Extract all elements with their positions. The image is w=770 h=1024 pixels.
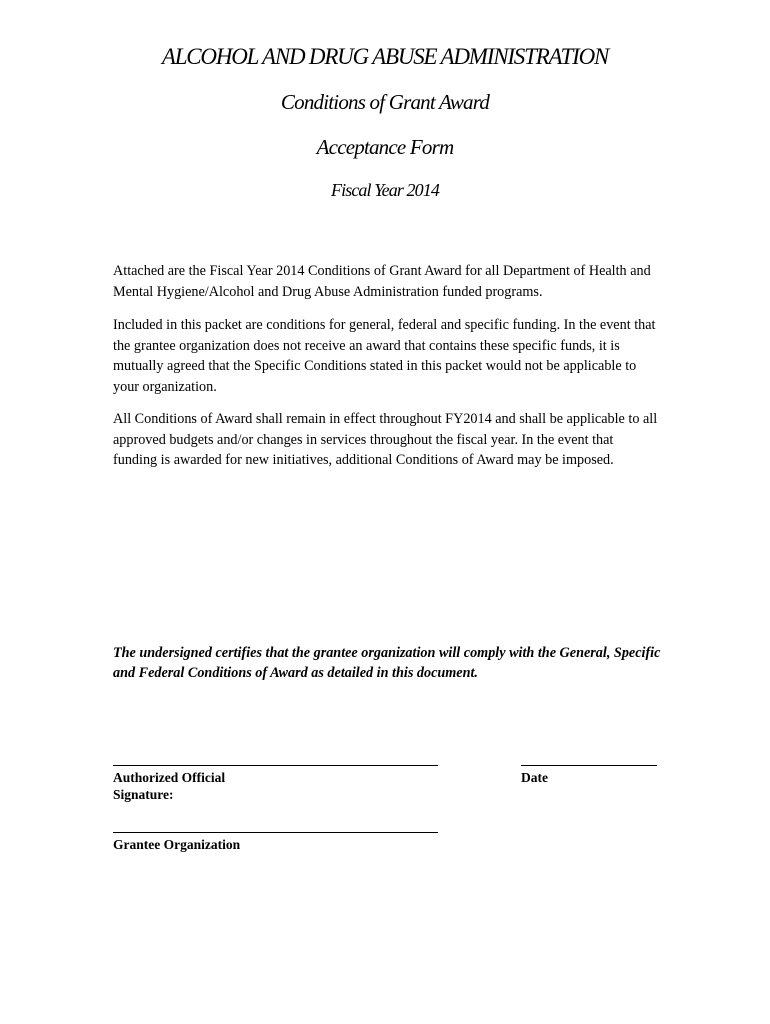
official-signature-line[interactable] — [113, 765, 438, 766]
organization-line[interactable] — [113, 832, 438, 833]
agency-title: ALCOHOL AND DRUG ABUSE ADMINISTRATION — [161, 44, 609, 69]
funding-conditions-paragraph: Included in this packet are conditions for general, federal and specific funding. In the event that the grantee organization does not receive an award that contains these specific funds, it is mutually agreed that the Specific Conditions stated in this packet would not be applicable to your organization. — [113, 317, 656, 395]
date-label: Date — [521, 770, 548, 785]
official-signature-label — [113, 769, 225, 803]
form-subtitle: Conditions of Grant Award — [280, 90, 490, 114]
form-name: Acceptance Form — [316, 135, 454, 159]
award-duration-paragraph: All Conditions of Award shall remain in effect throughout FY2014 and shall be applicable to all approved budgets and/or changes in services throughout the fiscal year. In the event that funding is awarded for new initiatives, additional Conditions of Award may be imposed. — [113, 411, 658, 468]
fiscal-year-heading: Fiscal Year 2014 — [331, 180, 439, 200]
organization-label: Grantee Organization — [113, 837, 241, 852]
certification-statement: The undersigned certifies that the grantee organization will comply with the General, Specific and Federal Conditions of Award as detailed in this document. — [113, 645, 661, 681]
date-line[interactable] — [521, 765, 657, 766]
official-label-line1: Authorized Official — [113, 770, 226, 785]
intro-paragraph: Attached are the Fiscal Year 2014 Conditions of Grant Award for all Department of Health and Mental Hygiene/Alcohol and Drug Abuse Administration funded programs. — [113, 263, 651, 300]
official-label-line2: Signature: — [113, 787, 174, 802]
